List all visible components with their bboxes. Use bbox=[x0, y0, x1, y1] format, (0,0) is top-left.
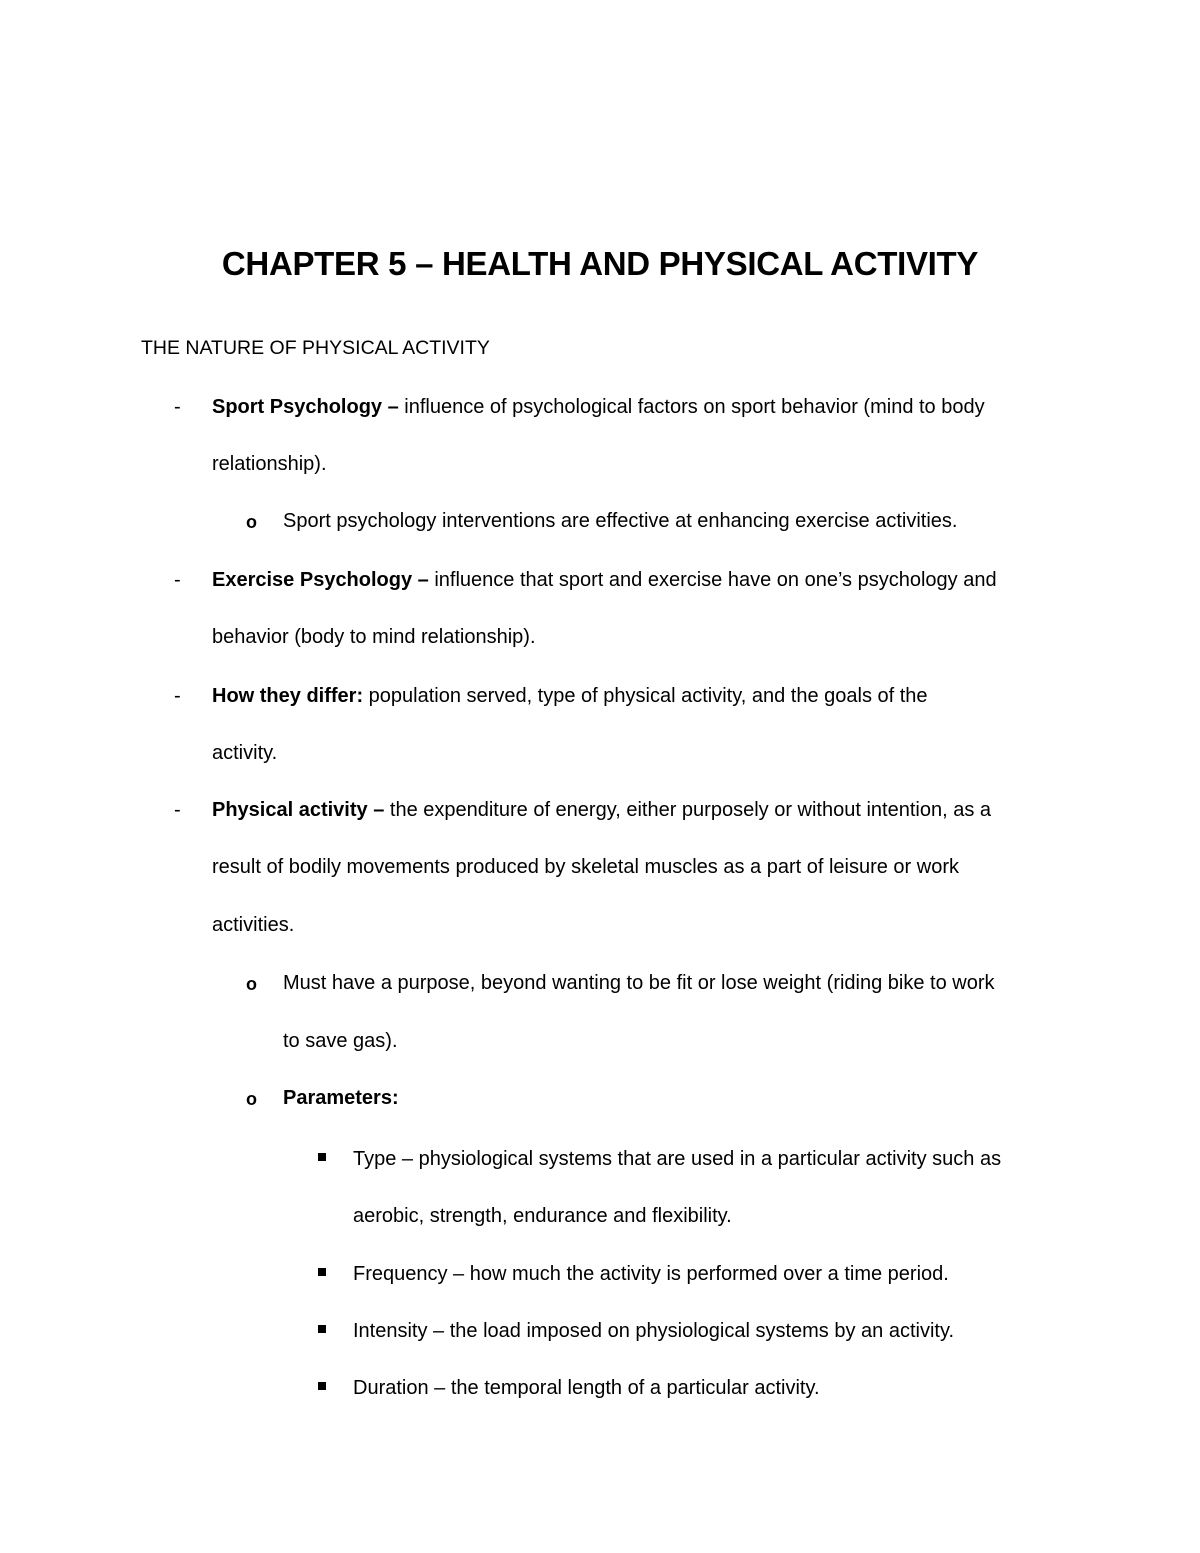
definition-continuation: activity. bbox=[212, 742, 278, 764]
square-bullet bbox=[318, 1153, 326, 1161]
term-sport-psychology: Sport Psychology – bbox=[212, 396, 399, 418]
circle-bullet: o bbox=[246, 974, 257, 994]
definition-text: the expenditure of energy, either purposely or without intention, as a bbox=[384, 799, 991, 821]
parameters-label: Parameters: bbox=[283, 1087, 399, 1109]
definition-continuation: result of bodily movements produced by skeletal muscles as a part of leisure or work bbox=[212, 856, 960, 878]
list-item-exercise-psychology bbox=[212, 566, 997, 594]
square-bullet bbox=[318, 1325, 326, 1333]
square-bullet bbox=[318, 1382, 326, 1390]
list-item-sport-psychology bbox=[212, 393, 985, 421]
list-item-physical-activity bbox=[212, 796, 991, 824]
circle-bullet: o bbox=[246, 512, 257, 532]
definition-continuation: relationship). bbox=[212, 453, 327, 475]
sub-item-sport-interventions: Sport psychology interventions are effective at enhancing exercise activities. bbox=[283, 510, 958, 532]
sub-item-must-have-purpose: Must have a purpose, beyond wanting to be fit or lose weight (riding bike to work bbox=[283, 972, 995, 994]
dash-bullet: - bbox=[174, 396, 181, 418]
term-exercise-psychology: Exercise Psychology – bbox=[212, 569, 429, 591]
definition-continuation: behavior (body to mind relationship). bbox=[212, 626, 536, 648]
chapter-title: CHAPTER 5 – HEALTH AND PHYSICAL ACTIVITY bbox=[221, 245, 979, 282]
square-bullet bbox=[318, 1268, 326, 1276]
circle-bullet: o bbox=[246, 1089, 257, 1109]
term-how-they-differ: How they differ: bbox=[212, 685, 364, 707]
dash-bullet: - bbox=[174, 569, 181, 591]
dash-bullet: - bbox=[174, 685, 181, 707]
definition-text: influence that sport and exercise have on one’s psychology and bbox=[428, 569, 997, 591]
definition-text: population served, type of physical activity, and the goals of the bbox=[363, 685, 928, 707]
definition-continuation: activities. bbox=[212, 914, 295, 936]
param-intensity: Intensity – the load imposed on physiological systems by an activity. bbox=[353, 1320, 955, 1342]
param-type: Type – physiological systems that are used in a particular activity such as bbox=[353, 1148, 1002, 1170]
sub-item-continuation: to save gas). bbox=[283, 1030, 398, 1052]
section-heading: THE NATURE OF PHYSICAL ACTIVITY bbox=[141, 337, 490, 359]
param-frequency: Frequency – how much the activity is performed over a time period. bbox=[353, 1263, 949, 1285]
list-item-how-they-differ bbox=[212, 682, 928, 710]
definition-text: influence of psychological factors on sport behavior (mind to body bbox=[398, 396, 985, 418]
sub-item-parameters bbox=[283, 1084, 399, 1112]
param-continuation: aerobic, strength, endurance and flexibility. bbox=[353, 1205, 732, 1227]
dash-bullet: - bbox=[174, 799, 181, 821]
term-physical-activity: Physical activity – bbox=[212, 799, 385, 821]
param-duration: Duration – the temporal length of a particular activity. bbox=[353, 1377, 820, 1399]
